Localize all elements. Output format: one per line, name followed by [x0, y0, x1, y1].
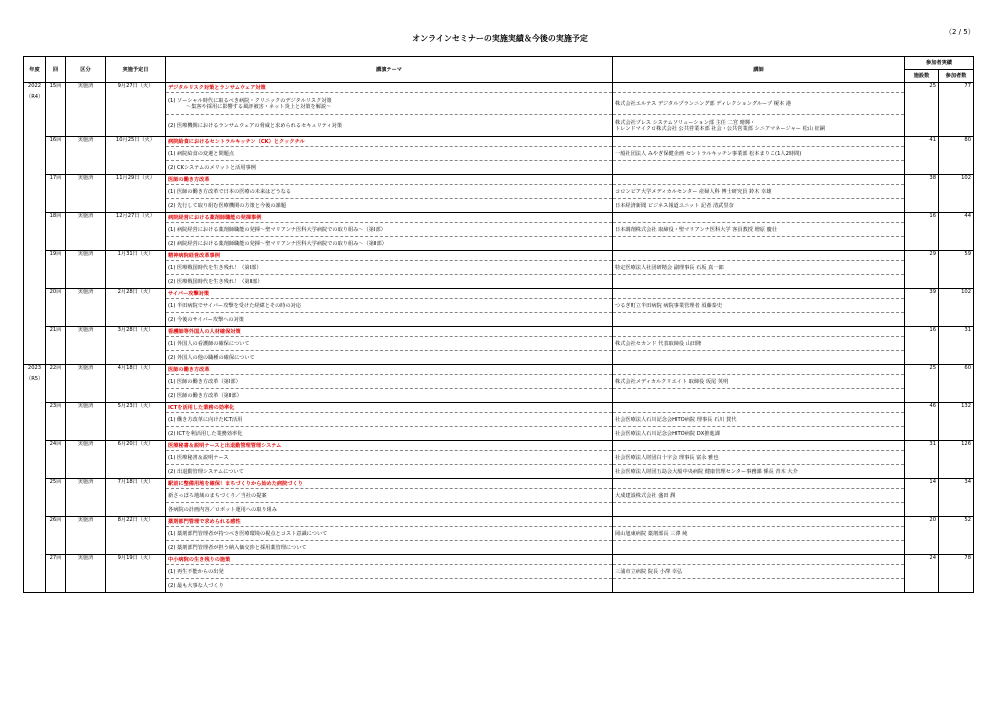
session-date: 10月25日（火）: [106, 137, 166, 175]
seminar-row: [24, 403, 974, 413]
sub-topic-row: [24, 275, 974, 289]
session-status: 実施済: [66, 441, 106, 479]
lecturer-blank: [613, 327, 905, 337]
session-date: 12月27日（火）: [106, 213, 166, 251]
seminar-row: [24, 327, 974, 337]
participant-count: 31: [939, 327, 974, 365]
sub-topic-title: (2) 薬剤部門管理者が担う納入価交渉と採用薬管理について: [168, 544, 307, 551]
sub-topic: [166, 413, 613, 427]
session-number: 26回: [46, 517, 66, 555]
sub-topic-title: (2) 今後のサイバー攻撃への対策: [168, 316, 244, 323]
seminar-row: [24, 517, 974, 527]
sub-topic-row: [24, 451, 974, 465]
lecturer-blank: [613, 555, 905, 565]
lecturer: [613, 541, 905, 555]
sub-topic-row: [24, 565, 974, 579]
session-date: 6月20日（火）: [106, 441, 166, 479]
lecturer-name: 株式会社メディカルクリエイト 取締役 坂尾 英明: [615, 378, 729, 385]
lecturer: [613, 579, 905, 593]
session-date: 7月18日（火）: [106, 479, 166, 517]
session-status: 実施済: [66, 213, 106, 251]
session-date: 9月27日（火）: [106, 83, 166, 137]
session-theme: 精神病院経営改革事例: [166, 251, 613, 261]
session-theme: ICTを活用した業務の効率化: [166, 403, 613, 413]
sub-topic-row: [24, 389, 974, 403]
sub-topic: [166, 199, 613, 213]
sub-topic: [166, 503, 613, 517]
sub-topic: [166, 275, 613, 289]
session-number: 24回: [46, 441, 66, 479]
sub-topic-title: (2) 医療戦国時代を生き残れ！（第Ⅱ部）: [168, 278, 263, 285]
facility-count: 20: [905, 517, 939, 555]
lecturer-name: 株式会社セカンド 代表取締役 山田隆: [615, 340, 702, 347]
sub-topic: [166, 527, 613, 541]
col-num: 回: [46, 57, 66, 83]
sub-topic-title: (1) 医療戦国時代を生き残れ！（第Ⅰ部）: [168, 264, 262, 271]
sub-topic-row: [24, 237, 974, 251]
facility-count: 24: [905, 555, 939, 593]
sub-topic: [166, 313, 613, 327]
sub-topic: [166, 185, 613, 199]
lecturer-name: 岡山旭東病院 薬剤部長 三澤 純: [615, 530, 688, 537]
sub-topic-row: [24, 541, 974, 555]
session-number: 15回: [46, 83, 66, 137]
fiscal-year: 2022: [27, 83, 42, 89]
lecturer-name: 株式会社エルテス デジタルプランニング部 ディレクショングループ 榎本 港: [615, 100, 792, 107]
participant-count: 52: [939, 517, 974, 555]
session-theme: デジタルリスク対策とランサムウェア対策: [166, 83, 613, 93]
lecturer: [613, 565, 905, 579]
page-number: （2 / 5）: [945, 28, 975, 36]
sub-topic: [166, 351, 613, 365]
participant-count: 34: [939, 479, 974, 517]
lecturer: [613, 185, 905, 199]
session-status: 実施済: [66, 403, 106, 441]
lecturer: [613, 427, 905, 441]
sub-topic-row: [24, 503, 974, 517]
seminar-row: [24, 441, 974, 451]
sub-topic: [166, 389, 613, 403]
session-number: 16回: [46, 137, 66, 175]
sub-topic: [166, 451, 613, 465]
sub-topic-title: (1) 医療秘書＆説明ナース: [168, 454, 229, 461]
sub-topic: [166, 465, 613, 479]
lecturer-blank: [613, 83, 905, 93]
lecturer-name: つるぎ町立半田病院 病院事業管理者 須藤泰史: [615, 302, 723, 309]
sub-topic-title: (2) 出退勤管理システムについて: [168, 468, 244, 475]
lecturer-name: 日本調剤株式会社 取締役・聖マリアンナ医科大学 客員教授 増原 慶壮: [615, 226, 778, 233]
sub-topic-title: (1) 再生不能からの出発: [168, 568, 224, 575]
seminar-row: [24, 175, 974, 185]
lecturer: [613, 375, 905, 389]
sub-topic-row: [24, 115, 974, 137]
sub-topic-row: [24, 161, 974, 175]
session-theme: 病院経営における薬剤師職能の発揮事例: [166, 213, 613, 223]
lecturer: [613, 115, 905, 137]
lecturer: [613, 465, 905, 479]
facility-count: 16: [905, 213, 939, 251]
lecturer-name: 一般社団法人 みやぎ保健企画 セントラルキッチン事業部 松本まりこ(1人2時間): [615, 150, 802, 157]
sub-topic-title: (1) 病院給食の変遷と問題点: [168, 150, 235, 157]
participant-count: 44: [939, 213, 974, 251]
session-status: 実施済: [66, 251, 106, 289]
sub-topic: [166, 299, 613, 313]
session-number: 27回: [46, 555, 66, 593]
session-number: 18回: [46, 213, 66, 251]
session-theme: サイバー攻撃対策: [166, 289, 613, 299]
col-year: 年度: [24, 57, 46, 83]
session-number: 20回: [46, 289, 66, 327]
lecturer: [613, 313, 905, 327]
sub-topic-row: [24, 199, 974, 213]
lecturer: [613, 503, 905, 517]
session-date: 8月22日（火）: [106, 517, 166, 555]
lecturer-name: 特定医療法人社団研精会 副理事長 石坂 真一郎: [615, 264, 724, 271]
lecturer: [613, 413, 905, 427]
session-status: 実施済: [66, 479, 106, 517]
participant-count: 77: [939, 83, 974, 137]
session-theme: 病院給食におけるセントラルキッチン（CK）とクックチル: [166, 137, 613, 147]
sub-topic-title: (2) 医療機関におけるランサムウェアの脅威と求められるセキュリティ対策: [168, 122, 343, 129]
session-status: 実施済: [66, 517, 106, 555]
lecturer-blank: [613, 137, 905, 147]
facility-count: 39: [905, 289, 939, 327]
sub-topic-title: (1) 薬剤部門管理者が持つべき医療環境の視点とコスト意識について: [168, 530, 328, 537]
session-status: 実施済: [66, 175, 106, 213]
col-lecturer: 講師: [613, 57, 905, 83]
facility-count: 29: [905, 251, 939, 289]
sub-topic-title: (1) 外国人の看護師の確保について: [168, 340, 250, 347]
sub-topic: [166, 489, 613, 503]
sub-topic-title: (1) 働き方改革に向けたICT活用: [168, 416, 243, 423]
lecturer-name: 日本経済新聞 ビジネス報道ユニット 記者 清武里奈: [615, 202, 734, 209]
sub-topic: [166, 261, 613, 275]
session-number: 23回: [46, 403, 66, 441]
lecturer-blank: [613, 175, 905, 185]
lecturer: [613, 93, 905, 115]
seminar-row: [24, 479, 974, 489]
session-status: 実施済: [66, 365, 106, 403]
sub-topic-row: [24, 299, 974, 313]
sub-topic-row: [24, 527, 974, 541]
sub-topic: [166, 579, 613, 593]
sub-topic-row: [24, 375, 974, 389]
seminar-row: [24, 213, 974, 223]
sub-topic-row: [24, 413, 974, 427]
sub-topic-subtitle: ～集客や採用に影響する風評被害・ネット炎上と対策を解説～: [186, 103, 332, 110]
seminar-table: [23, 56, 974, 593]
sub-topic-title: 各病院の計画内容／ロボット運用への取り組み: [168, 506, 277, 513]
lecturer-blank: [613, 479, 905, 489]
lecturer-name: 株式会社プレス システムソリューション部 主任 二宮 晴輝・: [615, 119, 756, 126]
session-theme: 駅前に整備用地を確保！まちづくりから始めた病院づくり: [166, 479, 613, 489]
facility-count: 46: [905, 403, 939, 441]
lecturer: [613, 451, 905, 465]
lecturer-name: 社会医療法人石川記念会HITO病院 理事長 石川 賀代: [615, 416, 737, 423]
sub-topic-row: [24, 337, 974, 351]
sub-topic-title: (2) 先行して取り組む医療機関の方策と今後の課題: [168, 202, 286, 209]
sub-topic-row: [24, 465, 974, 479]
session-date: 5月23日（火）: [106, 403, 166, 441]
session-date: 1月31日（火）: [106, 251, 166, 289]
sub-topic-row: [24, 261, 974, 275]
sub-topic: [166, 337, 613, 351]
lecturer-name: 社会医療法人財団白十字会 理事長 富永 雅也: [615, 454, 719, 461]
session-theme: 医師の働き方改革: [166, 175, 613, 185]
session-status: 実施済: [66, 289, 106, 327]
sub-topic-row: [24, 313, 974, 327]
sub-topic-row: [24, 223, 974, 237]
session-date: 11月29日（火）: [106, 175, 166, 213]
facility-count: 25: [905, 365, 939, 403]
lecturer-name: 三浦市立病院 院長 小澤 幸弘: [615, 568, 683, 575]
session-date: 4月18日（火）: [106, 365, 166, 403]
seminar-row: [24, 555, 974, 565]
sub-topic: [166, 161, 613, 175]
participant-count: 60: [939, 365, 974, 403]
sub-topic-title: 新さっぽろ地域のまちづくり／当社の提案: [168, 492, 267, 499]
lecturer: [613, 389, 905, 403]
participant-count: 102: [939, 175, 974, 213]
sub-topic-title: (1) 半田病院でサイバー攻撃を受けた経緯とその時の対応: [168, 302, 302, 309]
facility-count: 14: [905, 479, 939, 517]
sub-topic: [166, 223, 613, 237]
facility-count: 16: [905, 327, 939, 365]
col-participation: 参加者実績: [905, 57, 974, 70]
sub-topic-title: (2) 医師の働き方改革（第Ⅱ部）: [168, 392, 242, 399]
facility-count: 31: [905, 441, 939, 479]
sub-topic: [166, 237, 613, 251]
facility-count: 41: [905, 137, 939, 175]
sub-topic-title: (1) 医師の働き方改革で日本の医療の未来はどうなる: [168, 188, 292, 195]
lecturer-blank: [613, 251, 905, 261]
sub-topic-row: [24, 93, 974, 115]
page-title: オンラインセミナーの実施実績＆今後の実施予定: [412, 34, 588, 43]
lecturer-name: 社会医療法人石川記念会HITO病院 DX推進課: [615, 430, 720, 437]
sub-topic: [166, 375, 613, 389]
seminar-row: [24, 83, 974, 93]
sub-topic: [166, 427, 613, 441]
lecturer-name: 大成建設株式会社 盛田 潤: [615, 492, 676, 499]
era-year: （R5）: [26, 376, 44, 382]
session-theme: 薬剤部門管理で求められる感性: [166, 517, 613, 527]
lecturer: [613, 275, 905, 289]
lecturer: [613, 223, 905, 237]
lecturer: [613, 527, 905, 541]
lecturer-name: コロンビア大学メディカルセンター 産婦人科 博士研究員 鈴木 幸雄: [615, 188, 772, 195]
year-cell: [24, 83, 46, 365]
sub-topic-title: (2) 病院経営における薬剤師職能の発揮～聖マリアンナ医科大学病院での取り組み～（第Ⅱ部）: [168, 240, 387, 247]
sub-topic: [166, 115, 613, 137]
session-number: 21回: [46, 327, 66, 365]
sub-topic-row: [24, 579, 974, 593]
sub-topic: [166, 541, 613, 555]
session-status: 実施済: [66, 327, 106, 365]
seminar-row: [24, 137, 974, 147]
participant-count: 126: [939, 441, 974, 479]
seminar-row: [24, 251, 974, 261]
fiscal-year: 2023: [27, 365, 42, 371]
session-date: 9月19日（火）: [106, 555, 166, 593]
lecturer: [613, 161, 905, 175]
sub-topic-title: (2) 最も大事な人づくり: [168, 582, 224, 589]
lecturer: [613, 147, 905, 161]
session-status: 実施済: [66, 137, 106, 175]
era-year: （R4）: [26, 94, 44, 100]
lecturer: [613, 261, 905, 275]
lecturer: [613, 489, 905, 503]
lecturer: [613, 237, 905, 251]
session-date: 3月28日（火）: [106, 327, 166, 365]
sub-topic-row: [24, 427, 974, 441]
sub-topic-title: (1) ソーシャル時代に取るべき病院・クリニックのデジタルリスク対策: [168, 97, 332, 104]
lecturer-blank: [613, 365, 905, 375]
session-date: 2月28日（火）: [106, 289, 166, 327]
sub-topic-row: [24, 489, 974, 503]
lecturer-blank: [613, 403, 905, 413]
sub-topic-row: [24, 147, 974, 161]
session-status: 実施済: [66, 83, 106, 137]
lecturer-name: 社会医療法人財団五島会大船中央病院 健康管理センター事務課 係長 青木 大介: [615, 468, 798, 475]
col-facilities: 施設数: [905, 70, 939, 83]
participant-count: 102: [939, 289, 974, 327]
sub-topic-title: (2) CKシステムのメリットと活用事例: [168, 164, 256, 171]
session-number: 17回: [46, 175, 66, 213]
lecturer: [613, 351, 905, 365]
col-date: 実施予定日: [106, 57, 166, 83]
col-users: 参加者数: [939, 70, 974, 83]
session-number: 19回: [46, 251, 66, 289]
session-theme: 看護師等外国人の人材確保対策: [166, 327, 613, 337]
session-theme: 医師の働き方改革: [166, 365, 613, 375]
session-status: 実施済: [66, 555, 106, 593]
year-cell: [24, 365, 46, 593]
sub-topic: [166, 93, 613, 115]
lecturer-blank: [613, 517, 905, 527]
lecturer-blank: [613, 213, 905, 223]
sub-topic-title: (1) 病院経営における薬剤師職能の発揮～聖マリアンナ医科大学病院での取り組み～（第Ⅰ部）: [168, 226, 386, 233]
sub-topic-title: (2) ICTを利活用した業務効率化: [168, 430, 243, 437]
sub-topic: [166, 565, 613, 579]
sub-topic-row: [24, 185, 974, 199]
session-theme: 医療秘書＆説明ナースと出退勤管理管理システム: [166, 441, 613, 451]
lecturer-blank: [613, 289, 905, 299]
lecturer-name-2: トレンドマイクロ株式会社 公共営業本部 社会・公共営業部 シニアマネージャー 松山 征嗣: [615, 125, 826, 132]
session-number: 25回: [46, 479, 66, 517]
participant-count: 78: [939, 555, 974, 593]
facility-count: 38: [905, 175, 939, 213]
col-category: 区分: [66, 57, 106, 83]
lecturer-blank: [613, 441, 905, 451]
sub-topic-title: (1) 医師の働き方改革（第Ⅰ部）: [168, 378, 241, 385]
session-theme: 中小病院の生き残りの施策: [166, 555, 613, 565]
sub-topic: [166, 147, 613, 161]
sub-topic-title: (2) 外国人の他の職種の確保について: [168, 354, 255, 361]
participant-count: 80: [939, 137, 974, 175]
participant-count: 132: [939, 403, 974, 441]
seminar-row: [24, 289, 974, 299]
session-number: 22回: [46, 365, 66, 403]
facility-count: 25: [905, 83, 939, 137]
col-theme: 講演テーマ: [166, 57, 613, 83]
lecturer: [613, 337, 905, 351]
seminar-row: [24, 365, 974, 375]
lecturer: [613, 299, 905, 313]
participant-count: 59: [939, 251, 974, 289]
sub-topic-row: [24, 351, 974, 365]
lecturer: [613, 199, 905, 213]
